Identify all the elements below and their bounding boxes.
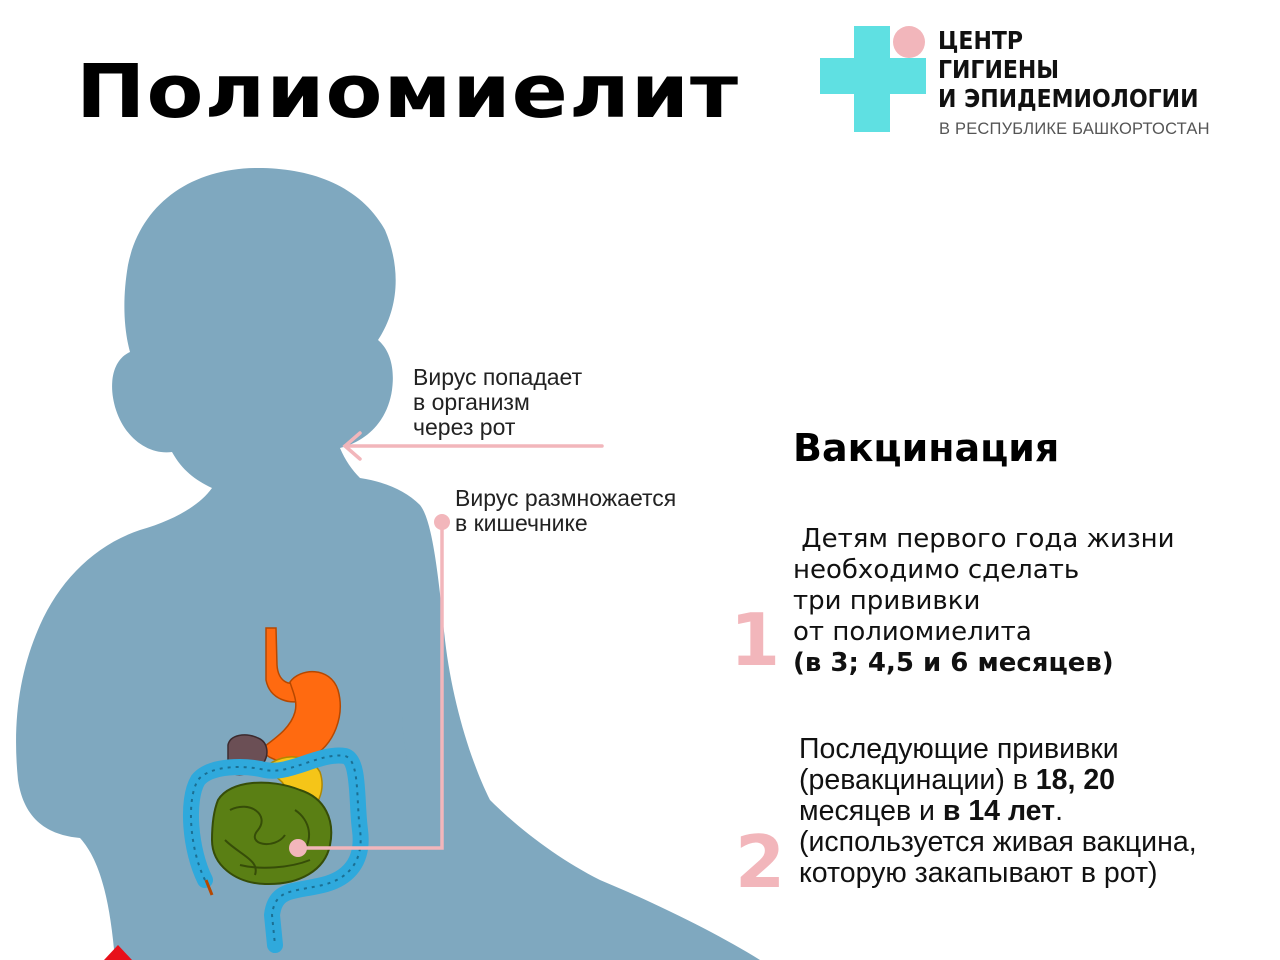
- item2-period: .: [1055, 795, 1064, 827]
- item2-line2-text: (ревакцинации) в: [799, 764, 1036, 796]
- item2-age-14: в 14 лет: [942, 795, 1056, 827]
- item2-ages: 18, 20: [1035, 764, 1116, 796]
- item2-line3: [799, 796, 1197, 827]
- medical-cross-icon: [818, 24, 936, 134]
- step-number-1: 1: [730, 598, 781, 682]
- item2-line3-text: месяцев и: [799, 795, 943, 827]
- logo-line-3: И ЭПИДЕМИОЛОГИИ: [938, 84, 1199, 113]
- item1-line1: Детям первого года жизни: [793, 524, 1175, 554]
- small-intestine: [212, 783, 331, 884]
- logo-subtitle: В РЕСПУБЛИКЕ БАШКОРТОСТАН: [939, 120, 1210, 138]
- item1-line4: от полиомиелита: [793, 617, 1032, 647]
- item2-line4: (используется живая вакцина,: [799, 826, 1197, 858]
- organization-logo: [818, 24, 1238, 144]
- note-virus-enters-mouth: Вирус попадает в организм через рот: [413, 364, 583, 440]
- intestine-pointer-dot-bottom: [289, 839, 307, 857]
- logo-line-1: ЦЕНТР: [938, 26, 1023, 55]
- item2-line5: которую закапывают в рот): [799, 857, 1158, 889]
- page-title: Полиомиелит: [76, 49, 740, 135]
- item1-schedule: (в 3; 4,5 и 6 месяцев): [793, 648, 1114, 678]
- step-number-2: 2: [735, 820, 786, 904]
- vaccination-item-1: [793, 524, 1175, 679]
- vaccination-item-2: [799, 734, 1197, 889]
- item2-line1: Последующие прививки: [799, 733, 1119, 765]
- intestine-pointer-dot-top: [434, 514, 450, 530]
- vaccination-heading: Вакцинация: [793, 426, 1060, 470]
- item1-line3: три прививки: [793, 586, 981, 616]
- item2-line2: [799, 765, 1197, 796]
- note-virus-multiplies-intestine: Вирус размножается в кишечнике: [455, 485, 677, 536]
- item1-line2: необходимо сделать: [793, 555, 1080, 585]
- child-silhouette: [16, 168, 760, 960]
- logo-line-2: ГИГИЕНЫ: [938, 55, 1060, 84]
